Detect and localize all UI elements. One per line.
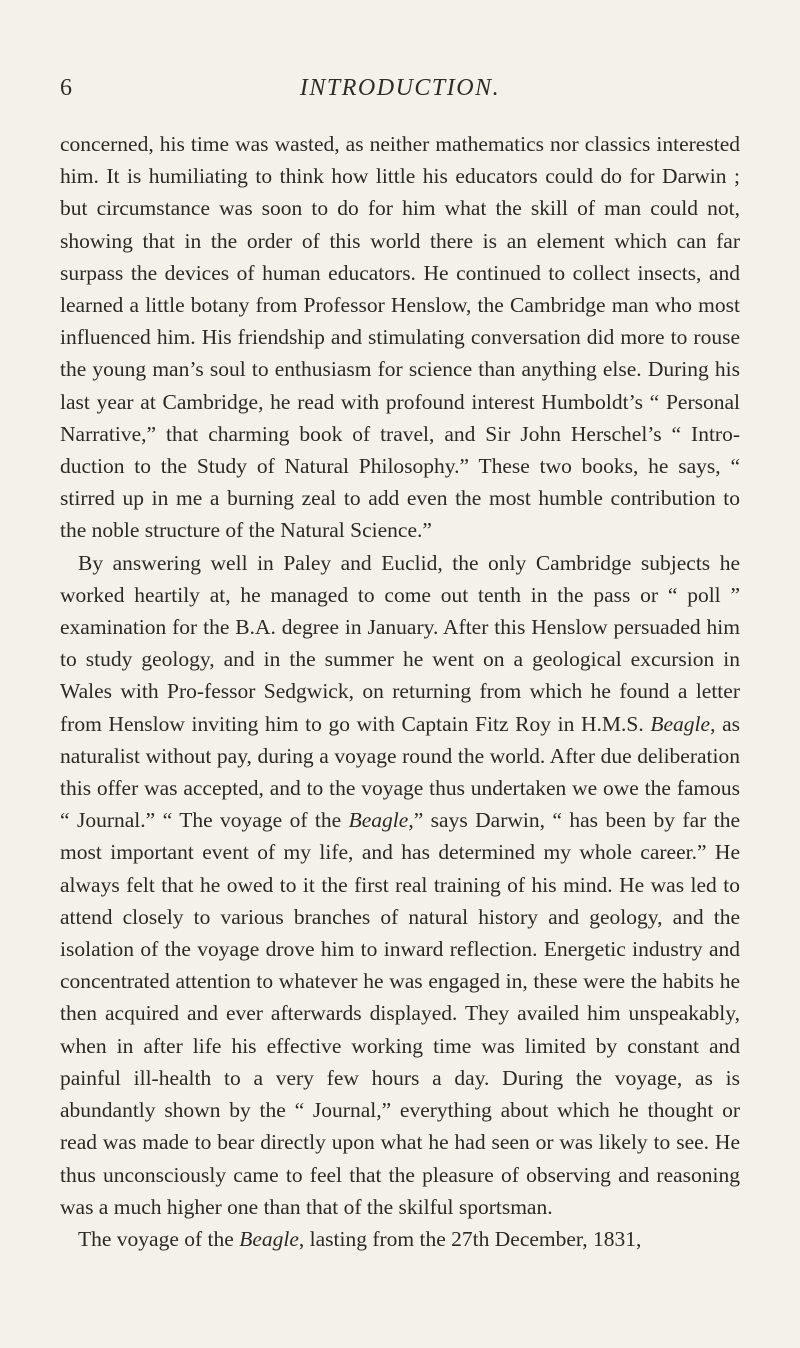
text-run: The voyage of the xyxy=(78,1226,240,1251)
paragraph xyxy=(60,547,740,1223)
running-title: INTRODUCTION. xyxy=(299,75,501,101)
paragraph xyxy=(60,1223,740,1255)
page-number: 6 xyxy=(60,75,72,101)
text-run: , as naturalist without pay, during a voyage round the world. After due deliberation this offer was accepted, and to the voyage thus undertaken we owe the famous “ Journal.” “ The voyage of the xyxy=(60,711,740,833)
text-run: concerned, his time was wasted, as neither mathematics nor classics interested him. It is humiliating to think how little his educators could do for Darwin ; but circumstance was soon to do for him what the skill of man could not, showing that in the order of this world there is an element which can far surpass the devices of human educators. He continued to collect insects, and learned a little botany from Professor Henslow, the Cambridge man who most influenced him. His friendship and stimulating conversation did more to rouse the young man’s soul to enthusiasm for science than anything else. During his last year at Cambridge, he read with profound interest Humboldt’s “ Personal Narrative,” that charming book of travel, and Sir John Herschel’s “ Intro-duction to the Study of Natural Philosophy.” These two books, he says, “ stirred up in me a burning zeal to add even the most humble contribution to the noble structure of the Natural Science.” xyxy=(60,132,740,543)
book-page xyxy=(60,70,740,1310)
running-head xyxy=(60,70,740,106)
ship-name: Beagle xyxy=(348,808,409,833)
ship-name: Beagle xyxy=(239,1226,299,1251)
text-run: By answering well in Paley and Euclid, the only Cambridge subjects he worked heartily at, he managed to come out tenth in the pass or “ poll ” examination for the B.A. degree in January. After this Henslow persuaded him to study geology, and in the summer he went on a geological excursion in Wales with Pro-fessor Sedgwick, on returning from which he found a letter from Henslow inviting him to go with Captain Fitz Roy in H.M.S. xyxy=(60,550,740,736)
text-run: , lasting from the 27th December, 1831, xyxy=(298,1226,642,1251)
ship-name: Beagle xyxy=(650,711,711,736)
text-run: ,” says Darwin, “ has been by far the most important event of my life, and has determined my whole career.” He always felt that he owed to it the first real training of his mind. He was led to attend closely to various branches of natural history and geology, and the isolation of the voyage drove him to inward reflection. Energetic industry and concentrated attention to whatever he was engaged in, these were the habits he then acquired and ever afterwards displayed. They availed him unspeakably, when in after life his effective working time was limited by constant and painful ill-health to a very few hours a day. During the voyage, as is abundantly shown by the “ Journal,” everything about which he thought or read was made to bear directly upon what he had seen or was likely to see. He thus unconsciously came to feel that the pleasure of observing and reasoning was a much higher one than that of the skilful sportsman. xyxy=(60,808,740,1219)
body-text xyxy=(60,128,740,1255)
paragraph xyxy=(60,128,740,547)
